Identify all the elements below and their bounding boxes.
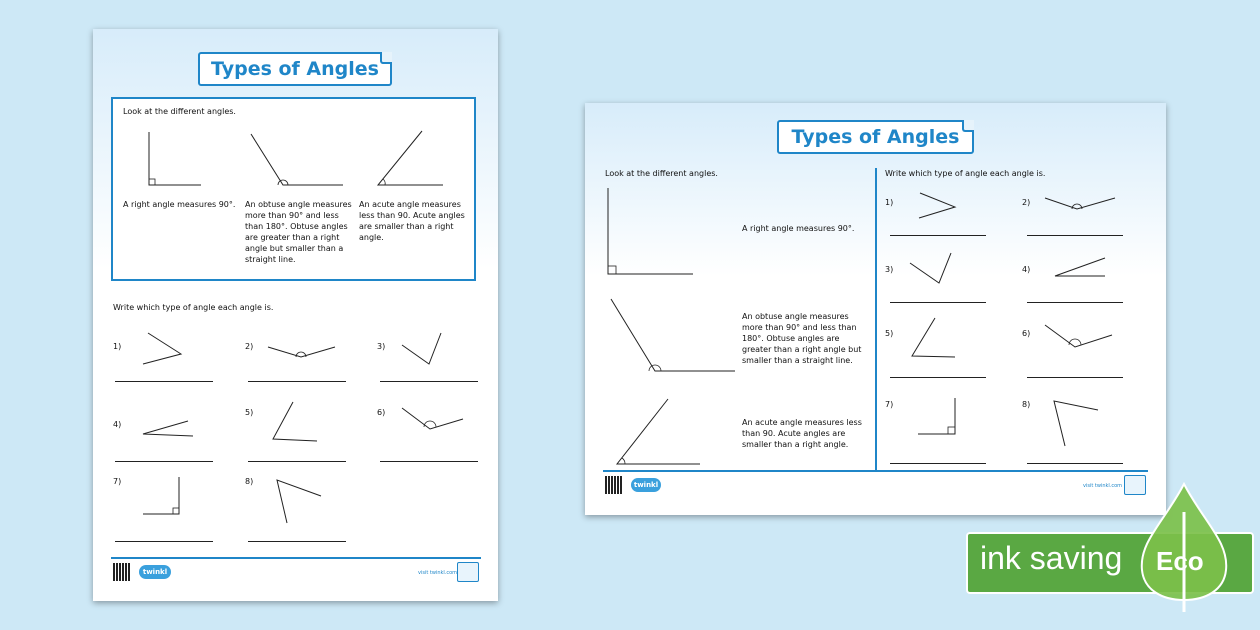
- quality-badge-icon: [457, 562, 479, 582]
- page-title: Types of Angles: [777, 120, 974, 154]
- footer-url: visit twinkl.com: [1083, 483, 1123, 489]
- footer-rule: [603, 470, 1148, 472]
- eco-label: ink saving: [980, 540, 1123, 576]
- worksheet-ink-saving: [585, 103, 1166, 515]
- question-angles: [93, 29, 94, 30]
- question-number: 2): [245, 342, 254, 351]
- acute-angle-definition: An acute angle measures less than 90. Acute angles are smaller than a right angle.: [359, 200, 465, 242]
- qr-code: [605, 476, 623, 494]
- answer-line[interactable]: [890, 377, 986, 378]
- qr-code: [113, 563, 131, 581]
- right-angle-definition: A right angle measures 90°.: [123, 200, 236, 209]
- answer-line[interactable]: [115, 541, 213, 542]
- answer-line[interactable]: [1027, 302, 1123, 303]
- answer-line[interactable]: [1027, 463, 1123, 464]
- question-number: 1): [885, 198, 894, 207]
- question-number: 7): [885, 400, 894, 409]
- right-angle-definition: A right angle measures 90°.: [742, 224, 855, 233]
- question-number: 7): [113, 477, 122, 486]
- answer-line[interactable]: [1027, 377, 1123, 378]
- column-divider: [875, 168, 877, 470]
- twinkl-logo: twinkl: [139, 565, 171, 579]
- answer-line[interactable]: [115, 381, 213, 382]
- acute-angle-definition: An acute angle measures less than 90. Acute angles are smaller than a right angle.: [742, 418, 862, 449]
- task-instruction: Write which type of angle each angle is.: [113, 303, 274, 312]
- question-number: 1): [113, 342, 122, 351]
- question-number: 6): [377, 408, 386, 417]
- question-number: 8): [245, 477, 254, 486]
- intro-text: Look at the different angles.: [605, 169, 718, 178]
- question-number: 2): [1022, 198, 1031, 207]
- eco-leaf-label: Eco: [1156, 546, 1204, 576]
- answer-line[interactable]: [380, 461, 478, 462]
- answer-line[interactable]: [890, 235, 986, 236]
- question-number: 6): [1022, 329, 1031, 338]
- page-title: Types of Angles: [198, 52, 392, 86]
- worksheet-full-colour: [93, 29, 498, 601]
- footer-rule: [111, 557, 481, 559]
- answer-line[interactable]: [380, 381, 478, 382]
- question-number: 3): [377, 342, 386, 351]
- eco-badge: [966, 532, 1254, 594]
- question-angles: [585, 103, 586, 104]
- question-number: 3): [885, 265, 894, 274]
- obtuse-angle-definition: An obtuse angle measures more than 90° and less than 180°. Obtuse angles are greater than a right angle but smaller than a straight line.: [742, 312, 862, 365]
- obtuse-angle-definition: An obtuse angle measures more than 90° and less than 180°. Obtuse angles are greater than a right angle but smaller than a straight line.: [245, 200, 352, 264]
- answer-line[interactable]: [248, 381, 346, 382]
- question-number: 4): [1022, 265, 1031, 274]
- question-number: 4): [113, 420, 122, 429]
- task-instruction: Write which type of angle each angle is.: [885, 169, 1046, 178]
- question-number: 5): [885, 329, 894, 338]
- twinkl-logo: twinkl: [631, 478, 661, 492]
- question-number: 8): [1022, 400, 1031, 409]
- answer-line[interactable]: [248, 541, 346, 542]
- answer-line[interactable]: [1027, 235, 1123, 236]
- answer-line[interactable]: [890, 463, 986, 464]
- question-number: 5): [245, 408, 254, 417]
- footer-url: visit twinkl.com: [418, 570, 458, 576]
- answer-line[interactable]: [115, 461, 213, 462]
- answer-line[interactable]: [248, 461, 346, 462]
- intro-text: Look at the different angles.: [123, 107, 236, 116]
- answer-line[interactable]: [890, 302, 986, 303]
